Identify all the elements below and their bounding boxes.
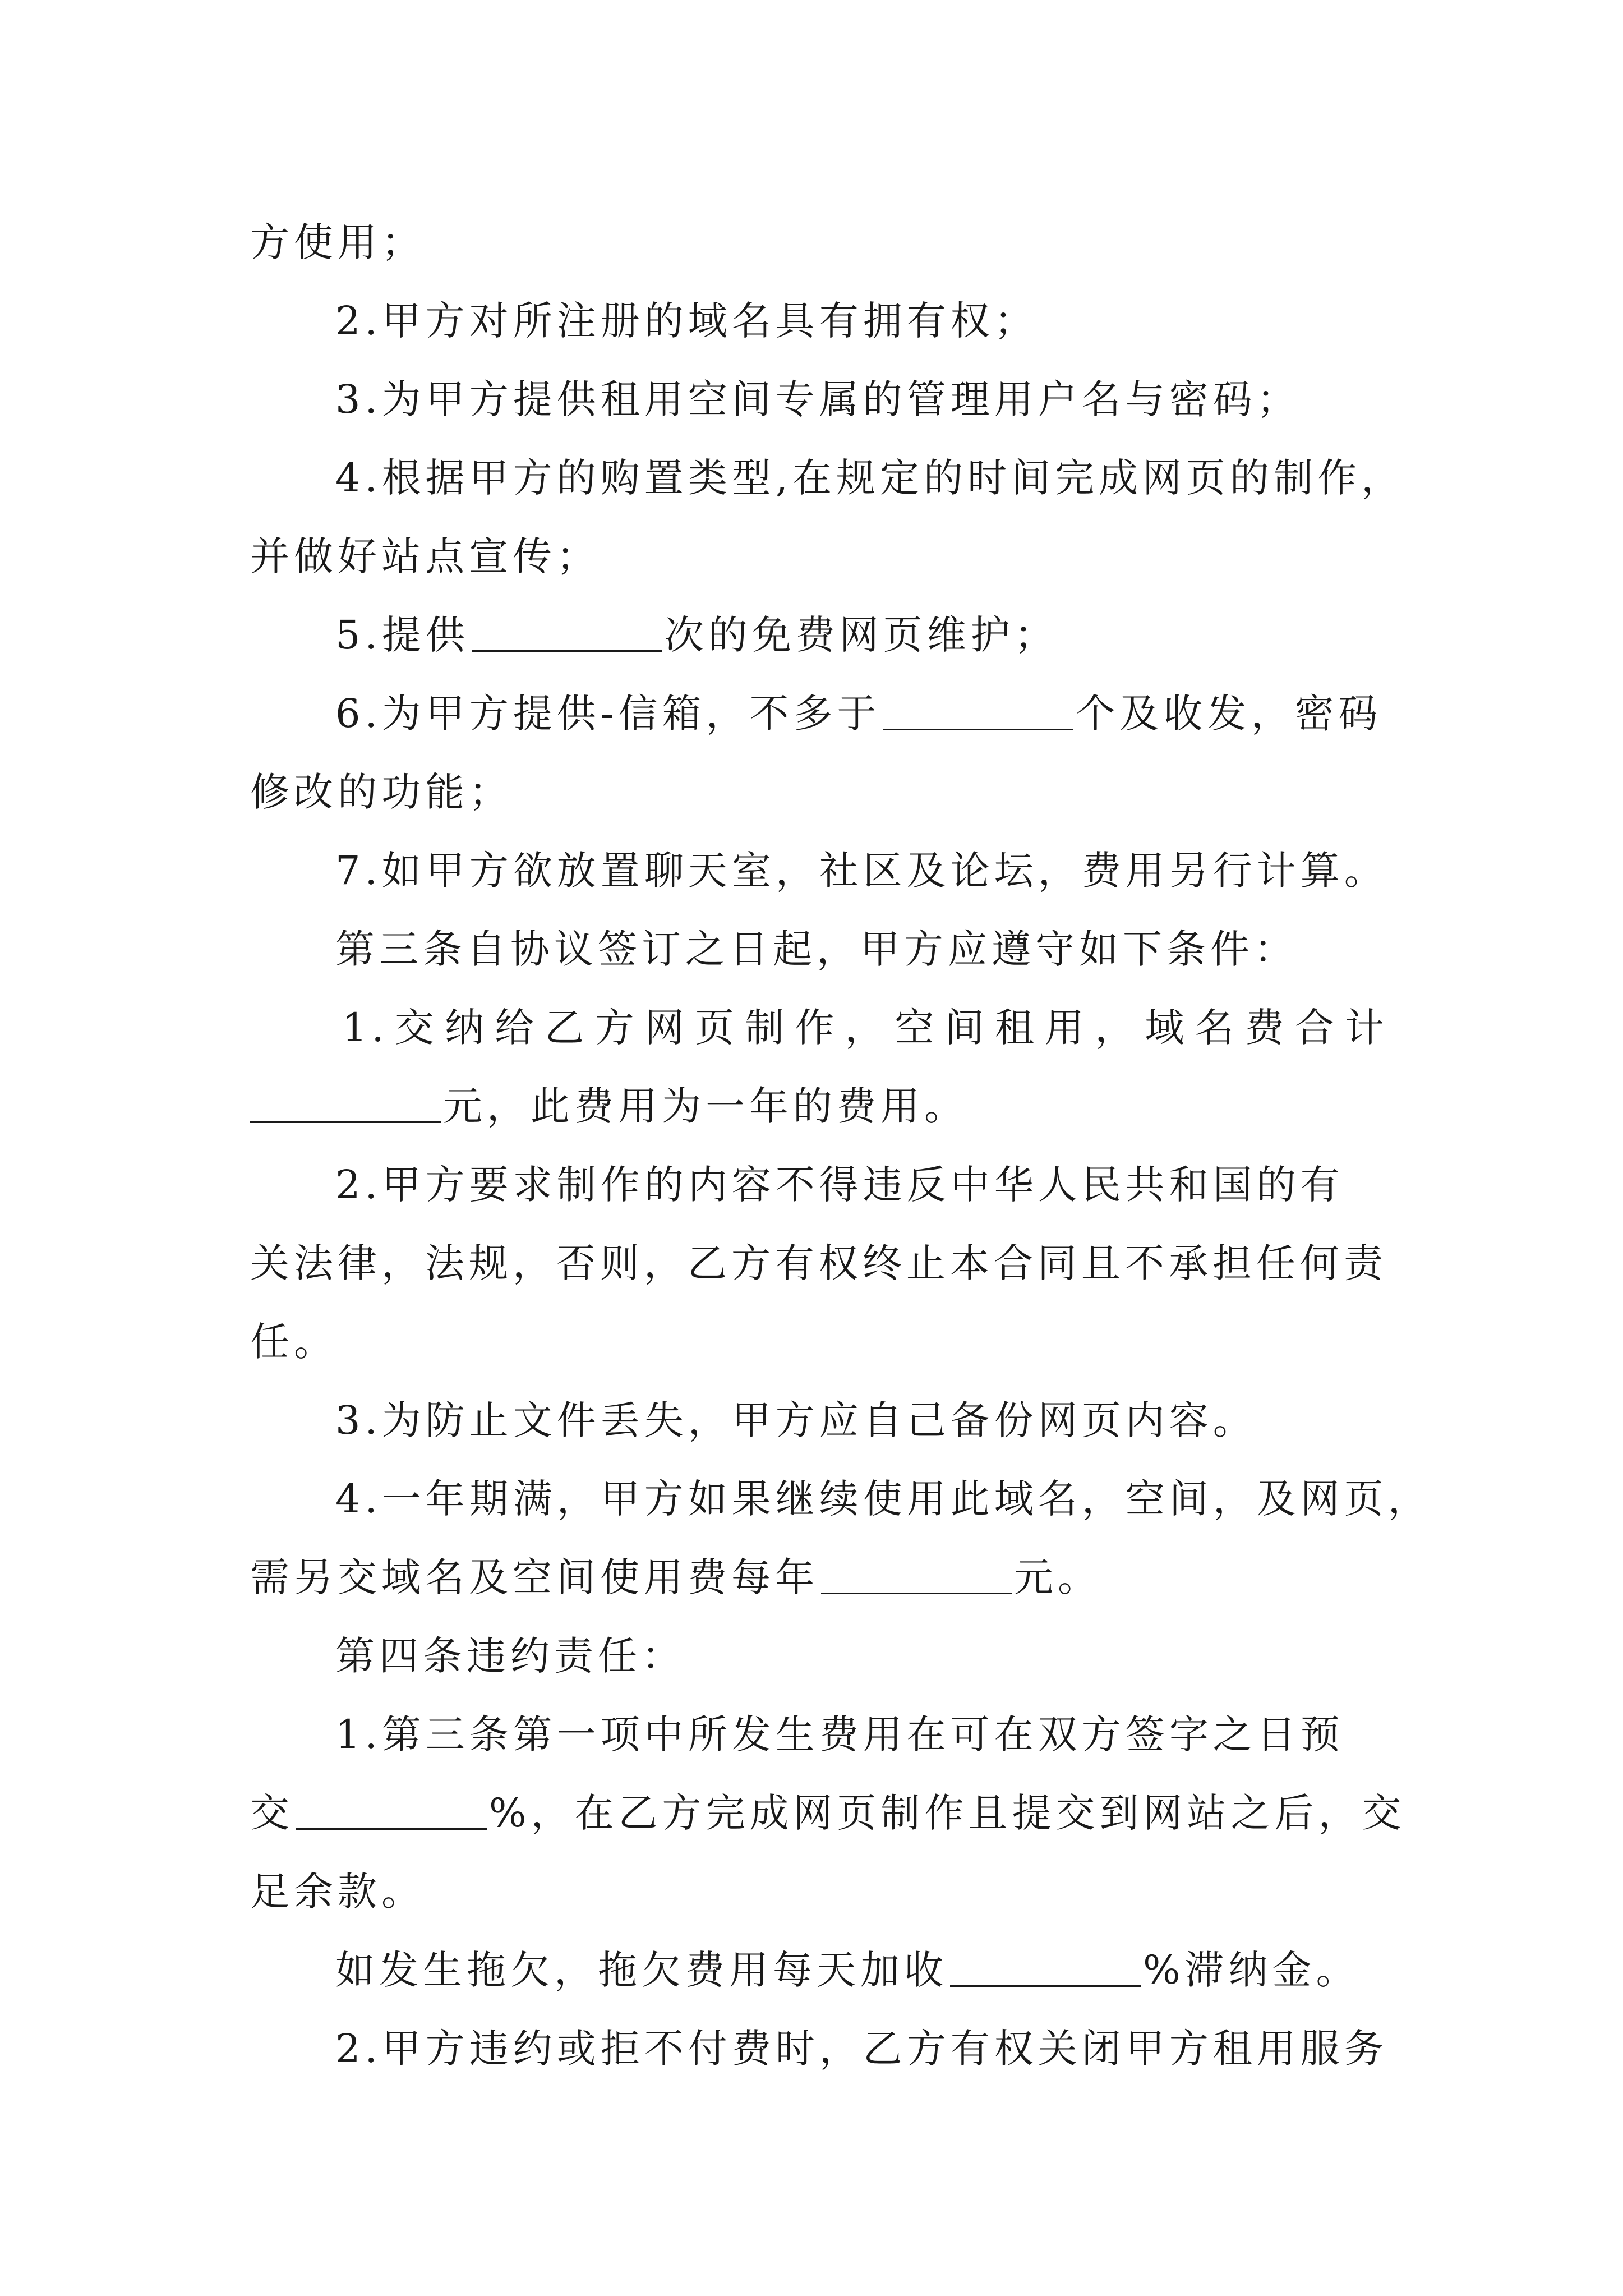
text-line (250, 203, 1389, 282)
clause-7-chatroom (250, 831, 1389, 910)
document-body (250, 203, 1432, 2088)
text-line (250, 1224, 1389, 1303)
article-3-item-4 (250, 1460, 1432, 1538)
article-3-item-3 (250, 1381, 1389, 1460)
line-text: 关法律，法规，否则，乙方有权终止本合同且不承担任何责 (250, 1240, 1387, 1286)
text-line (250, 1852, 1389, 1931)
line-text: 1.第三条第一项中所发生费用在可在双方签字之日预 (335, 1711, 1344, 1757)
text-line (250, 1774, 1406, 1852)
line-text: 2.甲方要求制作的内容不得违反中华人民共和国的有 (335, 1162, 1344, 1208)
text-line (250, 1538, 1389, 1617)
fill-in-blank (472, 611, 662, 652)
line-text: 交 (250, 1790, 294, 1836)
fill-in-blank (296, 1789, 487, 1830)
line-text: 3.为防止文件丢失，甲方应自己备份网页内容。 (335, 1397, 1257, 1443)
line-text: 修改的功能； (250, 769, 513, 815)
article-3-heading (250, 910, 1389, 988)
fill-in-blank (250, 1082, 441, 1123)
line-text: 元，此费用为一年的费用。 (443, 1083, 968, 1129)
fill-in-blank (821, 1553, 1012, 1594)
line-text: 足余款。 (250, 1869, 425, 1915)
clause-5-maintenance (250, 596, 1389, 674)
line-text: 如发生拖欠，拖欠费用每天加收 (335, 1947, 948, 1993)
line-text: 4.根据甲方的购置类型,在规定的时间完成网页的制作， (335, 455, 1405, 501)
article-4-heading (250, 1617, 1389, 1695)
text-line (250, 1303, 1389, 1381)
article-4-item-2 (250, 2009, 1389, 2088)
text-line (250, 517, 1389, 596)
line-text: 方使用； (250, 219, 425, 265)
fill-in-blank (883, 689, 1073, 730)
fill-in-blank (950, 1946, 1141, 1987)
line-text: 元。 (1014, 1554, 1101, 1600)
article-3-item-2 (250, 1145, 1389, 1224)
line-text: 个及收发，密码 (1076, 691, 1382, 737)
clause-4-webpage-production (250, 439, 1405, 517)
line-text: 7.如甲方欲放置聊天室，社区及论坛，费用另行计算。 (335, 848, 1388, 894)
line-text: 第三条自协议签订之日起，甲方应遵守如下条件： (335, 926, 1298, 972)
line-text: 3.为甲方提供租用空间专属的管理用户名与密码； (335, 376, 1301, 422)
line-text: 5.提供 (335, 612, 469, 658)
article-3-item-1 (250, 988, 1389, 1067)
late-fee-line (250, 1931, 1389, 2009)
line-text: 并做好站点宣传； (250, 533, 600, 579)
line-text: 需另交域名及空间使用费每年 (250, 1554, 819, 1600)
line-text: 4.一年期满，甲方如果继续使用此域名，空间，及网页， (335, 1476, 1432, 1522)
line-text: %，在乙方完成网页制作且提交到网站之后，交 (489, 1790, 1406, 1836)
clause-3-credentials (250, 360, 1389, 439)
line-text: 第四条违约责任： (335, 1633, 685, 1679)
line-text: 任。 (250, 1319, 338, 1365)
text-line (250, 753, 1389, 831)
text-line (250, 1067, 1389, 1145)
clause-6-mailbox (250, 674, 1389, 753)
line-text: 2.甲方对所注册的域名具有拥有权； (335, 298, 1038, 344)
line-text: 1.交纳给乙方网页制作，空间租用，域名费合计 (342, 1005, 1389, 1051)
article-4-item-1 (250, 1695, 1389, 1774)
line-text: %滞纳金。 (1143, 1947, 1360, 1993)
clause-2-domain-ownership (250, 282, 1389, 360)
line-text: 2.甲方违约或拒不付费时，乙方有权关闭甲方租用服务 (335, 2026, 1388, 2072)
line-text: 次的免费网页维护； (664, 612, 1058, 658)
line-text: 6.为甲方提供-信箱，不多于 (335, 691, 881, 737)
